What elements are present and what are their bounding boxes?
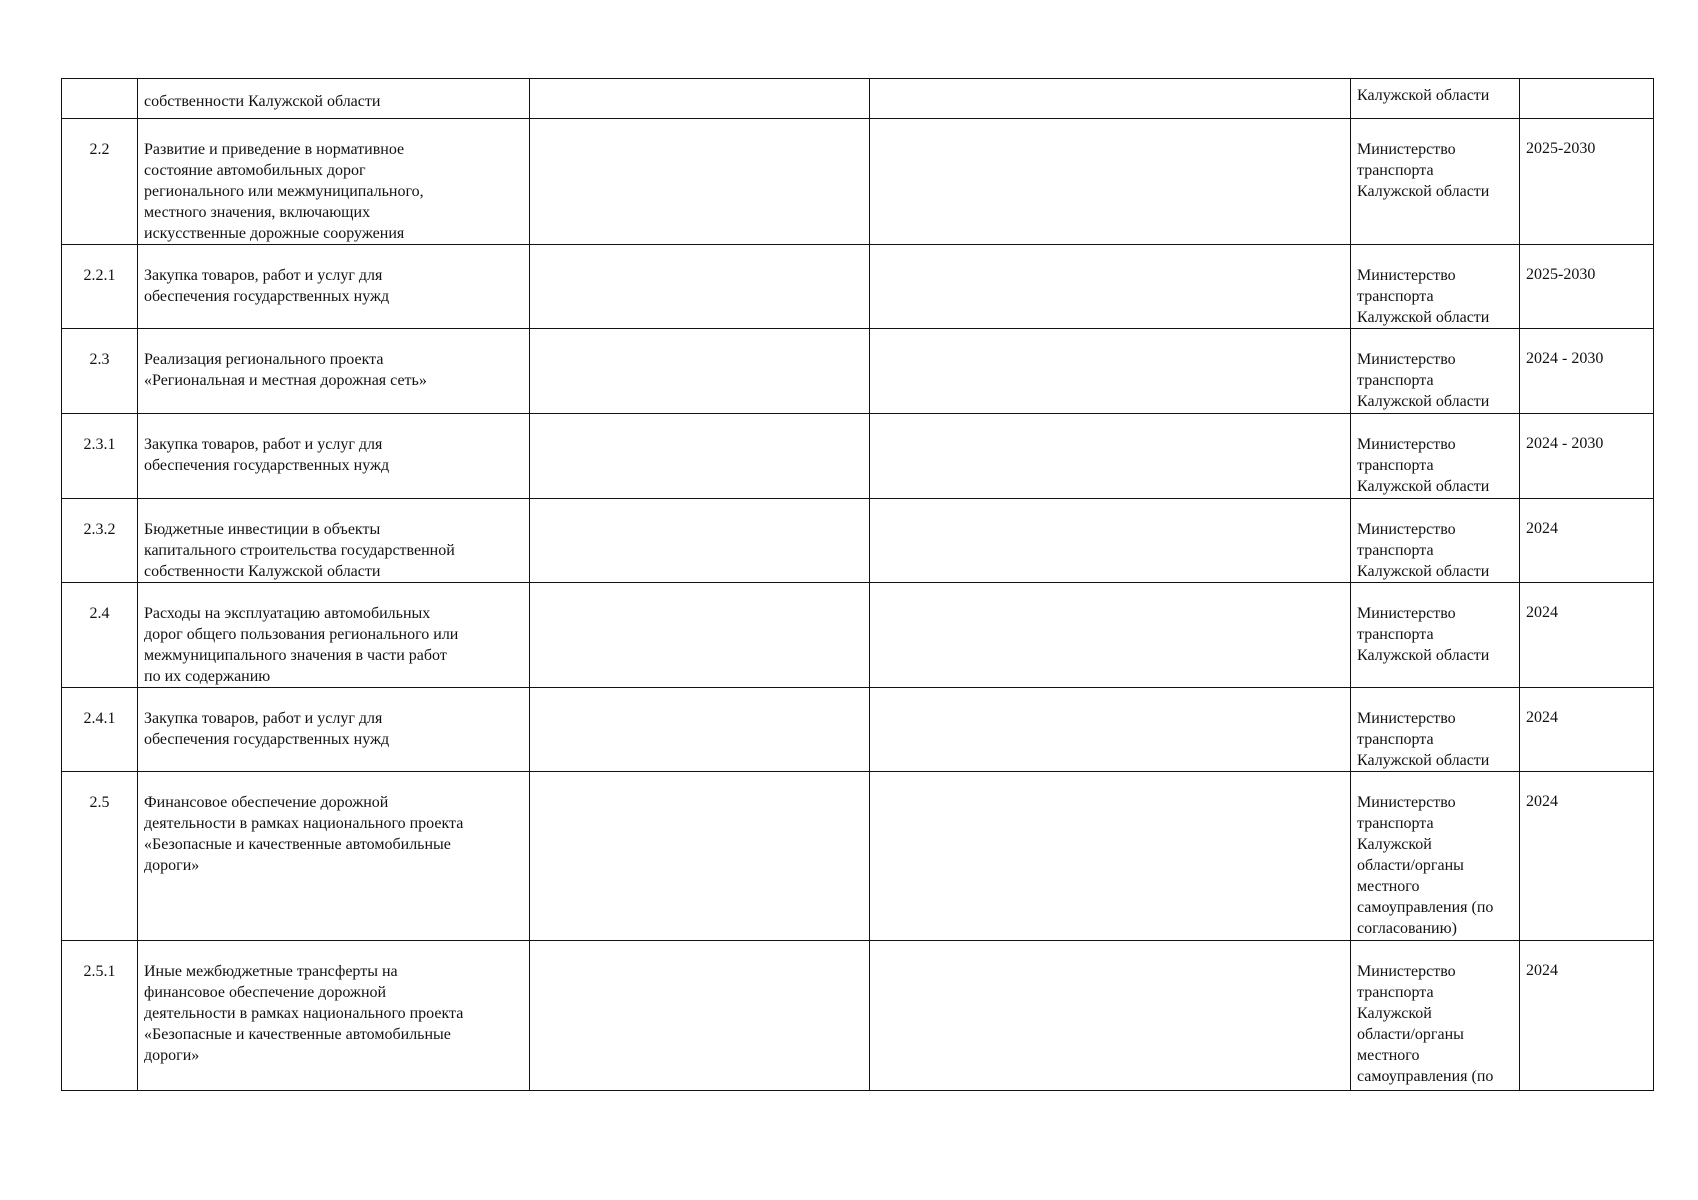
responsible-executor: Министерство транспорта Калужской области/органы местного самоуправления (по [1351,941,1520,1091]
empty-cell [870,329,1351,414]
empty-cell [530,772,870,941]
empty-cell [530,245,870,329]
responsible-executor: Министерство транспорта Калужской области [1351,414,1520,499]
table-row [62,329,1654,414]
row-number: 2.2 [62,119,138,245]
period: 2024 - 2030 [1520,414,1654,499]
period [1520,79,1654,119]
measure-name: Расходы на эксплуатацию автомобильных дорог общего пользования регионального или межмуниципального значения в части работ по их содержанию [138,583,530,688]
period: 2025-2030 [1520,245,1654,329]
row-number: 2.3.1 [62,414,138,499]
responsible-executor: Министерство транспорта Калужской области [1351,499,1520,583]
empty-cell [530,329,870,414]
responsible-executor: Министерство транспорта Калужской области [1351,329,1520,414]
table-row [62,245,1654,329]
empty-cell [870,772,1351,941]
period: 2024 [1520,772,1654,941]
period: 2024 [1520,583,1654,688]
empty-cell [870,245,1351,329]
empty-cell [530,688,870,772]
measure-name: Бюджетные инвестиции в объекты капитального строительства государственной собственности Калужской области [138,499,530,583]
measure-name: Закупка товаров, работ и услуг для обеспечения государственных нужд [138,414,530,499]
period: 2025-2030 [1520,119,1654,245]
period: 2024 [1520,499,1654,583]
row-number: 2.5.1 [62,941,138,1091]
empty-cell [870,119,1351,245]
table-row [62,688,1654,772]
row-number [62,79,138,119]
empty-cell [870,79,1351,119]
measure-name: Закупка товаров, работ и услуг для обеспечения государственных нужд [138,688,530,772]
measure-name: Иные межбюджетные трансферты на финансовое обеспечение дорожной деятельности в рамках национального проекта «Безопасные и качественные автомобильные дороги» [138,941,530,1091]
period: 2024 [1520,688,1654,772]
responsible-executor: Министерство транспорта Калужской области [1351,688,1520,772]
measure-name: Закупка товаров, работ и услуг для обеспечения государственных нужд [138,245,530,329]
row-number: 2.3 [62,329,138,414]
row-number: 2.3.2 [62,499,138,583]
table-row [62,79,1654,119]
measures-table [61,78,1654,1091]
empty-cell [530,583,870,688]
empty-cell [530,414,870,499]
responsible-executor: Министерство транспорта Калужской области [1351,245,1520,329]
table-row [62,119,1654,245]
empty-cell [870,499,1351,583]
empty-cell [530,941,870,1091]
empty-cell [870,688,1351,772]
responsible-executor: Министерство транспорта Калужской области [1351,119,1520,245]
period: 2024 [1520,941,1654,1091]
measure-name: Реализация регионального проекта «Региональная и местная дорожная сеть» [138,329,530,414]
table-row [62,772,1654,941]
empty-cell [530,79,870,119]
table-row [62,583,1654,688]
table-row [62,414,1654,499]
measure-name: собственности Калужской области [138,79,530,119]
table-row [62,499,1654,583]
responsible-executor: Калужской области [1351,79,1520,119]
row-number: 2.2.1 [62,245,138,329]
empty-cell [870,941,1351,1091]
empty-cell [530,119,870,245]
empty-cell [870,414,1351,499]
responsible-executor: Министерство транспорта Калужской области [1351,583,1520,688]
row-number: 2.4 [62,583,138,688]
empty-cell [530,499,870,583]
measure-name: Финансовое обеспечение дорожной деятельности в рамках национального проекта «Безопасные и качественные автомобильные дороги» [138,772,530,941]
row-number: 2.4.1 [62,688,138,772]
measure-name: Развитие и приведение в нормативное состояние автомобильных дорог регионального или межмуниципального, местного значения, включающих искусственные дорожные сооружения [138,119,530,245]
empty-cell [870,583,1351,688]
period: 2024 - 2030 [1520,329,1654,414]
responsible-executor: Министерство транспорта Калужской области/органы местного самоуправления (по согласованию) [1351,772,1520,941]
table-row [62,941,1654,1091]
row-number: 2.5 [62,772,138,941]
